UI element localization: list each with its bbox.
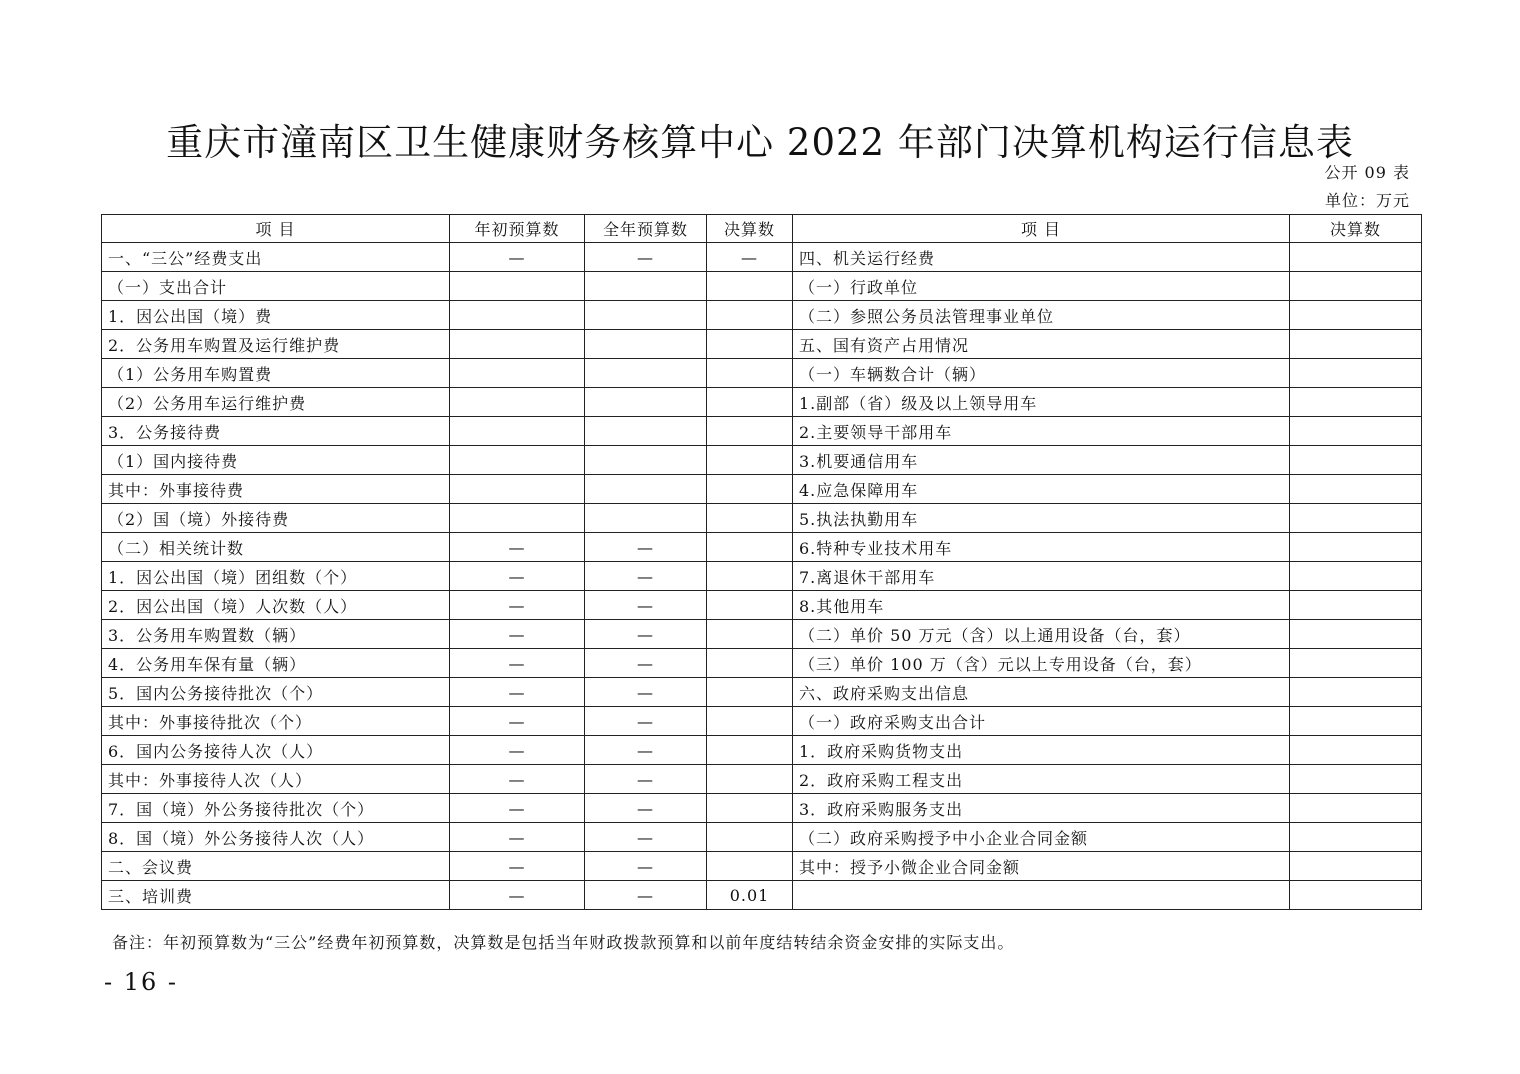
right-final-cell [1290, 852, 1422, 881]
right-item: （二）单价 50 万元（含）以上通用设备（台，套） [793, 620, 1290, 649]
right-item: （一）行政单位 [793, 272, 1290, 301]
budget-full-year-cell [585, 359, 707, 388]
table-row [102, 620, 1422, 649]
final-cell [707, 620, 793, 649]
budget-initial-cell [450, 417, 585, 446]
table-row [102, 765, 1422, 794]
final-cell [707, 707, 793, 736]
final-cell [707, 388, 793, 417]
footnote: 备注：年初预算数为“三公”经费年初预算数，决算数是包括当年财政拨款预算和以前年度结转结余资金安排的实际支出。 [112, 933, 1015, 952]
right-item: （二）政府采购授予中小企业合同金额 [793, 823, 1290, 852]
budget-full-year-cell [585, 272, 707, 301]
table-row [102, 272, 1422, 301]
budget-initial-cell: — [450, 736, 585, 765]
budget-full-year-cell: — [585, 649, 707, 678]
budget-initial-cell: — [450, 562, 585, 591]
table-row [102, 330, 1422, 359]
table-row [102, 562, 1422, 591]
final-cell [707, 417, 793, 446]
table-row [102, 417, 1422, 446]
right-item: 3.机要通信用车 [793, 446, 1290, 475]
page-title: 重庆市潼南区卫生健康财务核算中心 2022 年部门决算机构运行信息表 [166, 121, 1354, 164]
budget-full-year-cell: — [585, 562, 707, 591]
final-cell [707, 533, 793, 562]
budget-full-year-cell [585, 330, 707, 359]
left-item: （1）国内接待费 [102, 446, 450, 475]
right-item [793, 881, 1290, 910]
table-row [102, 359, 1422, 388]
budget-initial-cell: — [450, 533, 585, 562]
right-item: （一）政府采购支出合计 [793, 707, 1290, 736]
budget-initial-cell: — [450, 243, 585, 272]
left-item: 4．公务用车保有量（辆） [102, 649, 450, 678]
budget-initial-cell [450, 359, 585, 388]
final-cell [707, 649, 793, 678]
left-item: 其中：外事接待批次（个） [102, 707, 450, 736]
table-row [102, 707, 1422, 736]
table-row [102, 446, 1422, 475]
left-item: （2）公务用车运行维护费 [102, 388, 450, 417]
final-cell [707, 678, 793, 707]
unit-label: 单位：万元 [1324, 191, 1410, 210]
budget-initial-cell: — [450, 823, 585, 852]
header-item-left: 项 目 [102, 215, 450, 243]
table-row [102, 504, 1422, 533]
budget-full-year-cell [585, 301, 707, 330]
right-final-cell [1290, 504, 1422, 533]
budget-full-year-cell: — [585, 591, 707, 620]
budget-full-year-cell: — [585, 533, 707, 562]
table-row [102, 649, 1422, 678]
right-item: 6.特种专业技术用车 [793, 533, 1290, 562]
operation-info-table [101, 214, 1422, 910]
budget-full-year-cell: — [585, 678, 707, 707]
right-item: 8.其他用车 [793, 591, 1290, 620]
right-final-cell [1290, 881, 1422, 910]
right-item: 其中：授予小微企业合同金额 [793, 852, 1290, 881]
budget-initial-cell [450, 504, 585, 533]
right-item: 2．政府采购工程支出 [793, 765, 1290, 794]
right-item: 5.执法执勤用车 [793, 504, 1290, 533]
right-item: 4.应急保障用车 [793, 475, 1290, 504]
right-item: 五、国有资产占用情况 [793, 330, 1290, 359]
budget-full-year-cell [585, 417, 707, 446]
budget-full-year-cell: — [585, 243, 707, 272]
final-cell [707, 475, 793, 504]
budget-full-year-cell [585, 504, 707, 533]
table-header-row [102, 215, 1422, 243]
budget-initial-cell [450, 388, 585, 417]
budget-full-year-cell [585, 446, 707, 475]
budget-initial-cell [450, 446, 585, 475]
final-cell [707, 562, 793, 591]
right-final-cell [1290, 591, 1422, 620]
final-cell [707, 736, 793, 765]
right-final-cell [1290, 562, 1422, 591]
left-item: （1）公务用车购置费 [102, 359, 450, 388]
final-cell [707, 301, 793, 330]
left-item: 2．公务用车购置及运行维护费 [102, 330, 450, 359]
budget-initial-cell: — [450, 591, 585, 620]
left-item: 其中：外事接待费 [102, 475, 450, 504]
right-final-cell [1290, 475, 1422, 504]
left-item: （二）相关统计数 [102, 533, 450, 562]
right-final-cell [1290, 388, 1422, 417]
table-row [102, 591, 1422, 620]
left-item: 1．因公出国（境）团组数（个） [102, 562, 450, 591]
final-cell: — [707, 243, 793, 272]
budget-full-year-cell: — [585, 794, 707, 823]
right-final-cell [1290, 649, 1422, 678]
budget-initial-cell: — [450, 649, 585, 678]
right-item: 1.副部（省）级及以上领导用车 [793, 388, 1290, 417]
budget-initial-cell: — [450, 794, 585, 823]
final-cell: 0.01 [707, 881, 793, 910]
right-final-cell [1290, 243, 1422, 272]
budget-initial-cell: — [450, 678, 585, 707]
budget-full-year-cell: — [585, 852, 707, 881]
final-cell [707, 272, 793, 301]
right-final-cell [1290, 620, 1422, 649]
form-number: 公开 09 表 [1324, 163, 1410, 182]
table-row [102, 736, 1422, 765]
budget-full-year-cell: — [585, 881, 707, 910]
budget-full-year-cell [585, 388, 707, 417]
budget-initial-cell: — [450, 620, 585, 649]
left-item: 2．因公出国（境）人次数（人） [102, 591, 450, 620]
right-final-cell [1290, 736, 1422, 765]
right-final-cell [1290, 417, 1422, 446]
budget-initial-cell: — [450, 765, 585, 794]
right-final-cell [1290, 533, 1422, 562]
left-item: 三、培训费 [102, 881, 450, 910]
table-row [102, 678, 1422, 707]
final-cell [707, 794, 793, 823]
table-row [102, 852, 1422, 881]
budget-initial-cell: — [450, 881, 585, 910]
table-row [102, 533, 1422, 562]
left-item: 其中：外事接待人次（人） [102, 765, 450, 794]
left-item: 二、会议费 [102, 852, 450, 881]
right-final-cell [1290, 765, 1422, 794]
right-item: 2.主要领导干部用车 [793, 417, 1290, 446]
right-final-cell [1290, 330, 1422, 359]
right-item: （二）参照公务员法管理事业单位 [793, 301, 1290, 330]
budget-initial-cell [450, 301, 585, 330]
final-cell [707, 330, 793, 359]
left-item: 3．公务接待费 [102, 417, 450, 446]
header-budget-initial: 年初预算数 [450, 215, 585, 243]
budget-initial-cell [450, 272, 585, 301]
left-item: （一）支出合计 [102, 272, 450, 301]
right-item: 四、机关运行经费 [793, 243, 1290, 272]
right-final-cell [1290, 359, 1422, 388]
header-item-right: 项 目 [793, 215, 1290, 243]
table-row [102, 823, 1422, 852]
budget-initial-cell [450, 330, 585, 359]
budget-full-year-cell: — [585, 765, 707, 794]
left-item: 7．国（境）外公务接待批次（个） [102, 794, 450, 823]
table-row [102, 475, 1422, 504]
right-final-cell [1290, 707, 1422, 736]
table-row [102, 243, 1422, 272]
table-row [102, 388, 1422, 417]
final-cell [707, 446, 793, 475]
final-cell [707, 765, 793, 794]
left-item: 8．国（境）外公务接待人次（人） [102, 823, 450, 852]
header-final-right: 决算数 [1290, 215, 1422, 243]
right-final-cell [1290, 678, 1422, 707]
final-cell [707, 852, 793, 881]
left-item: 一、“三公”经费支出 [102, 243, 450, 272]
right-item: 3．政府采购服务支出 [793, 794, 1290, 823]
left-item: 1．因公出国（境）费 [102, 301, 450, 330]
budget-full-year-cell [585, 475, 707, 504]
right-final-cell [1290, 301, 1422, 330]
final-cell [707, 504, 793, 533]
budget-initial-cell: — [450, 852, 585, 881]
left-item: 5．国内公务接待批次（个） [102, 678, 450, 707]
left-item: 3．公务用车购置数（辆） [102, 620, 450, 649]
right-item: 六、政府采购支出信息 [793, 678, 1290, 707]
table-row [102, 301, 1422, 330]
budget-full-year-cell: — [585, 707, 707, 736]
budget-full-year-cell: — [585, 620, 707, 649]
right-item: （一）车辆数合计（辆） [793, 359, 1290, 388]
right-final-cell [1290, 794, 1422, 823]
right-final-cell [1290, 823, 1422, 852]
right-item: （三）单价 100 万（含）元以上专用设备（台，套） [793, 649, 1290, 678]
table-row [102, 881, 1422, 910]
budget-full-year-cell: — [585, 736, 707, 765]
header-final-left: 决算数 [707, 215, 793, 243]
header-budget-full-year: 全年预算数 [585, 215, 707, 243]
budget-initial-cell [450, 475, 585, 504]
final-cell [707, 359, 793, 388]
budget-full-year-cell: — [585, 823, 707, 852]
right-final-cell [1290, 272, 1422, 301]
left-item: 6．国内公务接待人次（人） [102, 736, 450, 765]
final-cell [707, 591, 793, 620]
right-item: 7.离退休干部用车 [793, 562, 1290, 591]
right-item: 1．政府采购货物支出 [793, 736, 1290, 765]
right-final-cell [1290, 446, 1422, 475]
budget-initial-cell: — [450, 707, 585, 736]
table-row [102, 794, 1422, 823]
final-cell [707, 823, 793, 852]
page-number: - 16 - [104, 968, 179, 996]
left-item: （2）国（境）外接待费 [102, 504, 450, 533]
